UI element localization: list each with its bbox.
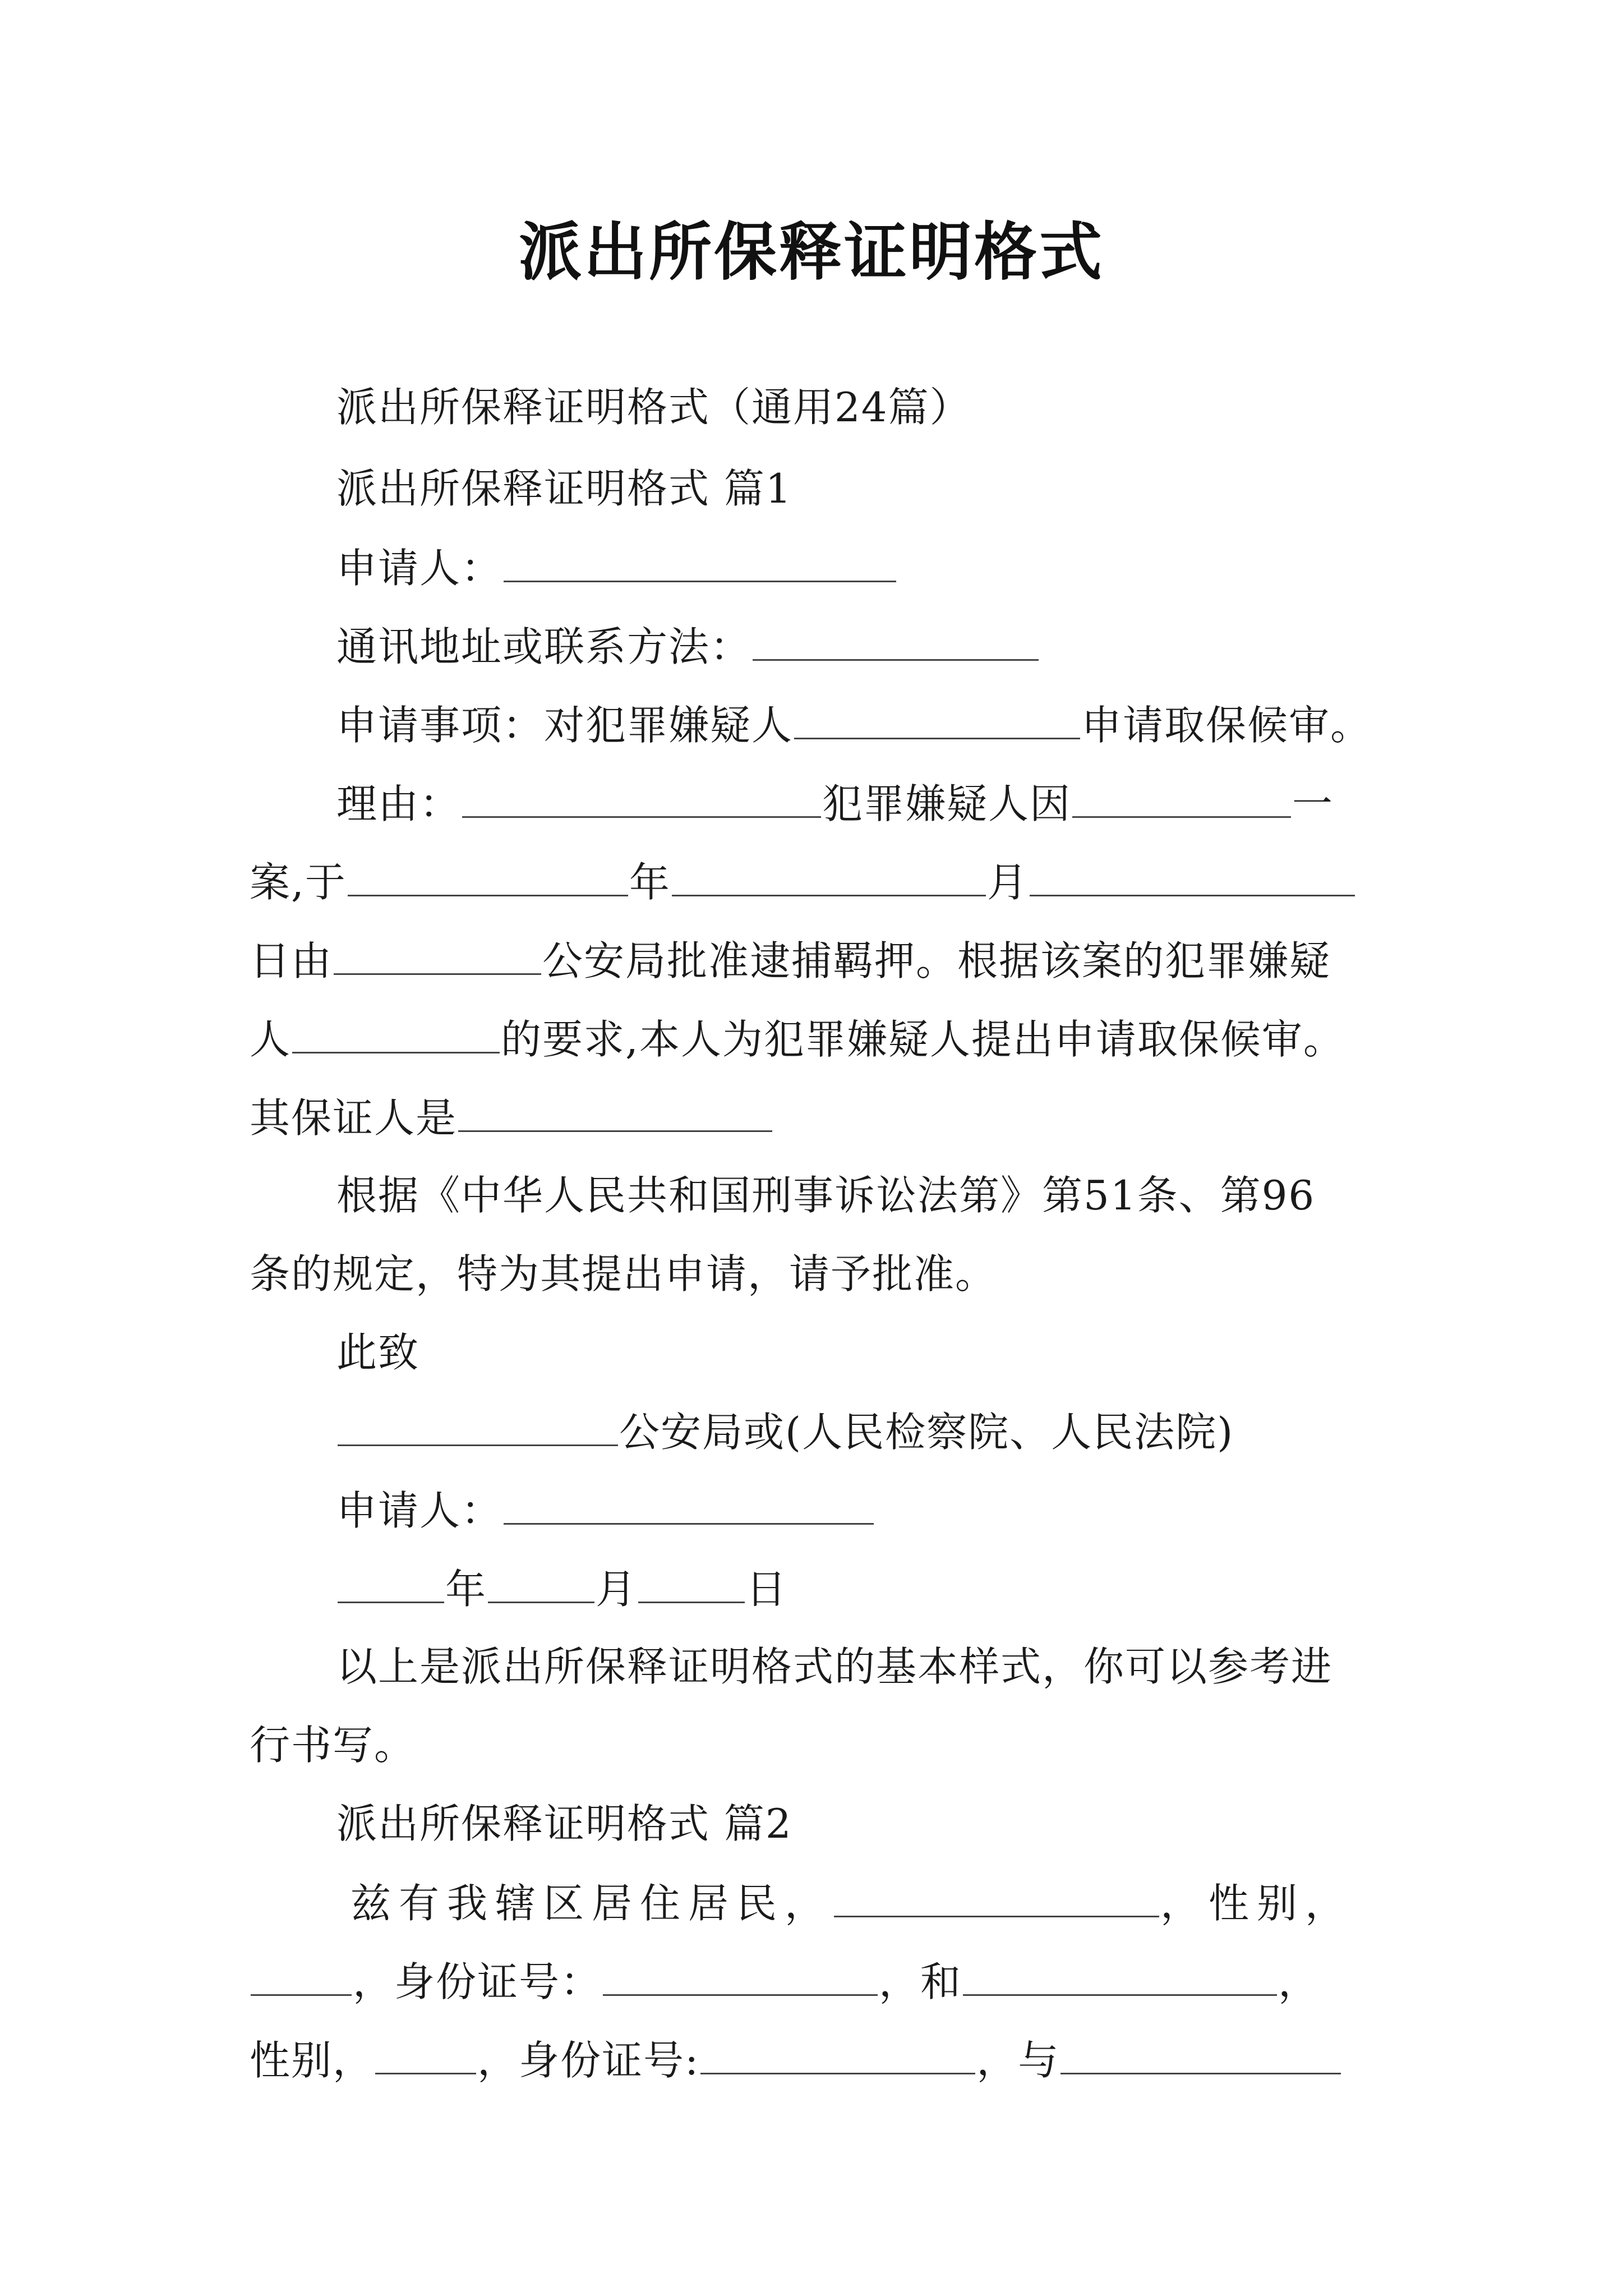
guarantor-blank[interactable] — [458, 1097, 772, 1132]
guarantor-label: 其保证人是 — [250, 1094, 458, 1142]
contact-blank[interactable] — [753, 625, 1039, 661]
person-blank[interactable] — [292, 1018, 500, 1053]
second-id-blank[interactable] — [700, 2039, 975, 2074]
year-label: 年 — [629, 859, 671, 906]
request-line — [250, 1016, 1345, 1063]
with-text: ，与 — [976, 2037, 1060, 2084]
document-title: 派出所保释证明格式 — [519, 215, 1104, 289]
section-heading-2 — [336, 1800, 792, 1847]
person-text: 人 — [250, 1016, 292, 1063]
sign-date-line — [336, 1566, 788, 1613]
reason-blank[interactable] — [462, 783, 821, 818]
request-text: 的要求,本人为犯罪嫌疑人提出申请取保候审。 — [501, 1016, 1345, 1063]
gender-blank[interactable] — [251, 1961, 352, 1996]
bureau-blank[interactable] — [334, 940, 541, 975]
salutation-text: 此致 — [336, 1329, 420, 1376]
salutation-line — [336, 1329, 420, 1376]
reason-suffix: 一 — [1292, 780, 1334, 827]
subtitle-text: 派出所保释证明格式（通用24篇） — [336, 384, 971, 431]
month-label: 月 — [986, 859, 1029, 906]
signature-line — [336, 1487, 875, 1534]
and-text: ，和 — [879, 1958, 962, 2005]
law-text-2: 条的规定，特为其提出申请，请予批准。 — [250, 1250, 997, 1297]
sign-year-label: 年 — [445, 1566, 487, 1613]
resident-line — [351, 1880, 1354, 1927]
case-on-text: 案,于 — [250, 859, 347, 906]
resident-text: 兹有我辖区居住居民， — [351, 1880, 833, 1927]
suspect-blank[interactable] — [794, 704, 1080, 739]
section-heading-1 — [336, 465, 792, 512]
note-line-2 — [250, 1722, 416, 1769]
signature-blank[interactable] — [504, 1489, 874, 1525]
applicant-label: 申请人： — [336, 545, 503, 592]
month-blank[interactable] — [672, 861, 986, 896]
note-text: 以上是派出所保释证明格式的基本样式，你可以参考进 — [336, 1643, 1333, 1690]
id-label: ，身份证号： — [353, 1958, 602, 2005]
gender-label: ，性别， — [1160, 1880, 1354, 1927]
reason-line — [336, 780, 1334, 827]
case-blank[interactable] — [1072, 783, 1291, 818]
second-id-line — [250, 2037, 1342, 2084]
section-heading-text: 派出所保释证明格式 篇1 — [336, 465, 792, 512]
matter-line — [336, 702, 1372, 749]
note-text-2: 行书写。 — [250, 1722, 416, 1769]
resident-name-blank[interactable] — [834, 1882, 1159, 1917]
guarantor-line — [250, 1094, 773, 1142]
approval-text: 公安局批准逮捕羁押。根据该案的犯罪嫌疑 — [542, 937, 1331, 984]
subtitle-line — [336, 384, 971, 431]
law-line-2 — [250, 1250, 997, 1297]
sign-month-label: 月 — [596, 1566, 638, 1613]
signature-label: 申请人： — [336, 1487, 503, 1534]
sign-year-blank[interactable] — [338, 1568, 444, 1603]
applicant-blank[interactable] — [504, 547, 896, 582]
contact-line — [336, 623, 1040, 670]
approval-line — [250, 937, 1331, 984]
second-gender-label: 性别， — [250, 2037, 375, 2084]
sign-month-blank[interactable] — [488, 1568, 594, 1603]
year-blank[interactable] — [348, 861, 628, 896]
recipient-text: 公安局或(人民检察院、人民法院) — [619, 1409, 1234, 1456]
reason-label: 理由： — [336, 780, 462, 827]
recipient-line — [336, 1409, 1234, 1456]
date-line — [250, 859, 1356, 906]
sign-day-blank[interactable] — [638, 1568, 745, 1603]
applicant-line — [336, 545, 897, 592]
comma-text: ， — [1278, 1958, 1320, 2005]
second-gender-blank[interactable] — [375, 2039, 476, 2074]
day-by-text: 日由 — [250, 937, 333, 984]
relation-blank[interactable] — [1061, 2039, 1341, 2074]
id-blank[interactable] — [603, 1961, 878, 1996]
reason-text: 犯罪嫌疑人因 — [822, 780, 1072, 827]
recipient-blank[interactable] — [338, 1411, 618, 1446]
matter-label: 申请事项：对犯罪嫌疑人 — [336, 702, 794, 749]
matter-suffix: 申请取保候审。 — [1081, 702, 1372, 749]
day-blank[interactable] — [1030, 861, 1355, 896]
second-name-blank[interactable] — [963, 1961, 1277, 1996]
second-id-label: ，身份证号: — [477, 2037, 700, 2084]
sign-day-label: 日 — [746, 1566, 788, 1613]
id-line — [250, 1958, 1320, 2005]
law-line — [336, 1172, 1316, 1219]
section-heading-2-text: 派出所保释证明格式 篇2 — [336, 1800, 792, 1847]
contact-label: 通讯地址或联系方法： — [336, 623, 752, 670]
law-text: 根据《中华人民共和国刑事诉讼法第》第51条、第96 — [336, 1172, 1316, 1219]
note-line — [336, 1643, 1333, 1690]
